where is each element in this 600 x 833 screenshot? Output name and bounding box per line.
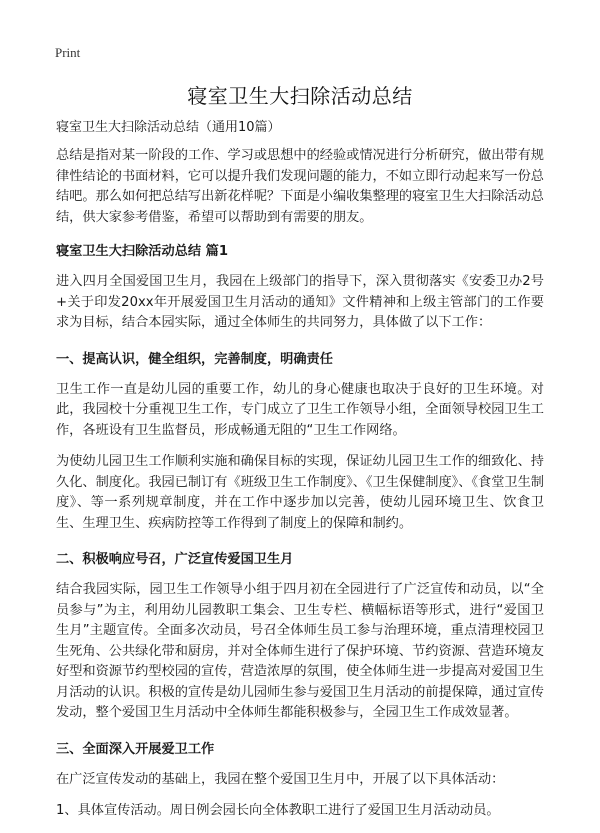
section-1-paragraph-2: 为使幼儿园卫生工作顺利实施和确保目标的实现，保证幼儿园卫生工作的细致化、持久化、制度化。我园已制订有《班级卫生工作制度》、《卫生保健制度》、《食堂卫生制度》、等一系列规章制度，并在工作中逐步加以完善，使幼儿园环境卫生、饮食卫生、生理卫生、疾病防控等工作得到了制度上的保障和制约。 [56,454,544,531]
section-1-heading: 一、提高认识，健全组织，完善制度，明确责任 [56,351,333,367]
document-subtitle: 寝室卫生大扫除活动总结（通用10篇） [56,120,281,135]
section-3-heading: 三、全面深入开展爱卫工作 [56,741,215,757]
paragraph-1: 进入四月全国爱国卫生月，我园在上级部门的指导下，深入贯彻落实《安委卫办2号+关于印发20xx年开展爱国卫生月活动的通知》文件精神和上级主管部门的工作要求为目标，结合本园实际，通过全体师生的共同努力，具体做了以下工作： [56,274,544,330]
section-2-paragraph-1: 结合我园实际，园卫生工作领导小组于四月初在全园进行了广泛宣传和动员，以“全员参与”为主，利用幼儿园教职工集会、卫生专栏、横幅标语等形式，进行“爱国卫生月”主题宣传。全面多次动员，号召全体师生员工参与治理环境，重点清理校园卫生死角、公共绿化带和厨房，并对全体师生进行了保护环境、节约资源、营造环境友好型和资源节约型校园的宣传，营造浓厚的氛围，使全体师生进一步提高对爱国卫生月活动的认识。积极的宣传是幼儿园师生参与爱国卫生月活动的前提保障，通过宣传发动，整个爱国卫生月活动中全体师生都能积极参与，全园卫生工作成效显著。 [56,582,544,720]
print-label: Print [55,45,81,60]
intro-paragraph: 总结是指对某一阶段的工作、学习或思想中的经验或情况进行分析研究，做出带有规律性结论的书面材料，它可以提升我们发现问题的能力，不如立即行动起来写一份总结吧。那么如何把总结写出新花样呢？下面是小编收集整理的寝室卫生大扫除活动总结，供大家参考借鉴，希望可以帮助到有需要的朋友。 [56,148,544,225]
section-2-heading: 二、积极响应号召，广泛宣传爱国卫生月 [56,552,294,567]
section-3-paragraph-2: 1、具体宣传活动。周日例会园长向全体教职工进行了爱国卫生月活动动员。 [56,803,500,818]
article-heading: 寝室卫生大扫除活动总结 篇1 [56,244,229,259]
section-3-paragraph-1: 在广泛宣传发动的基础上，我园在整个爱国卫生月中，开展了以下具体活动： [56,771,505,787]
document-title: 寝室卫生大扫除活动总结 [187,84,413,108]
document-body [56,118,544,833]
section-1-paragraph-1: 卫生工作一直是幼儿园的重要工作，幼儿的身心健康也取决于良好的卫生环境。对此，我园校十分重视卫生工作，专门成立了卫生工作领导小组，全面领导校园卫生工作，各班设有卫生监督员，形成畅通无阻的“卫生工作网络。 [56,381,544,438]
